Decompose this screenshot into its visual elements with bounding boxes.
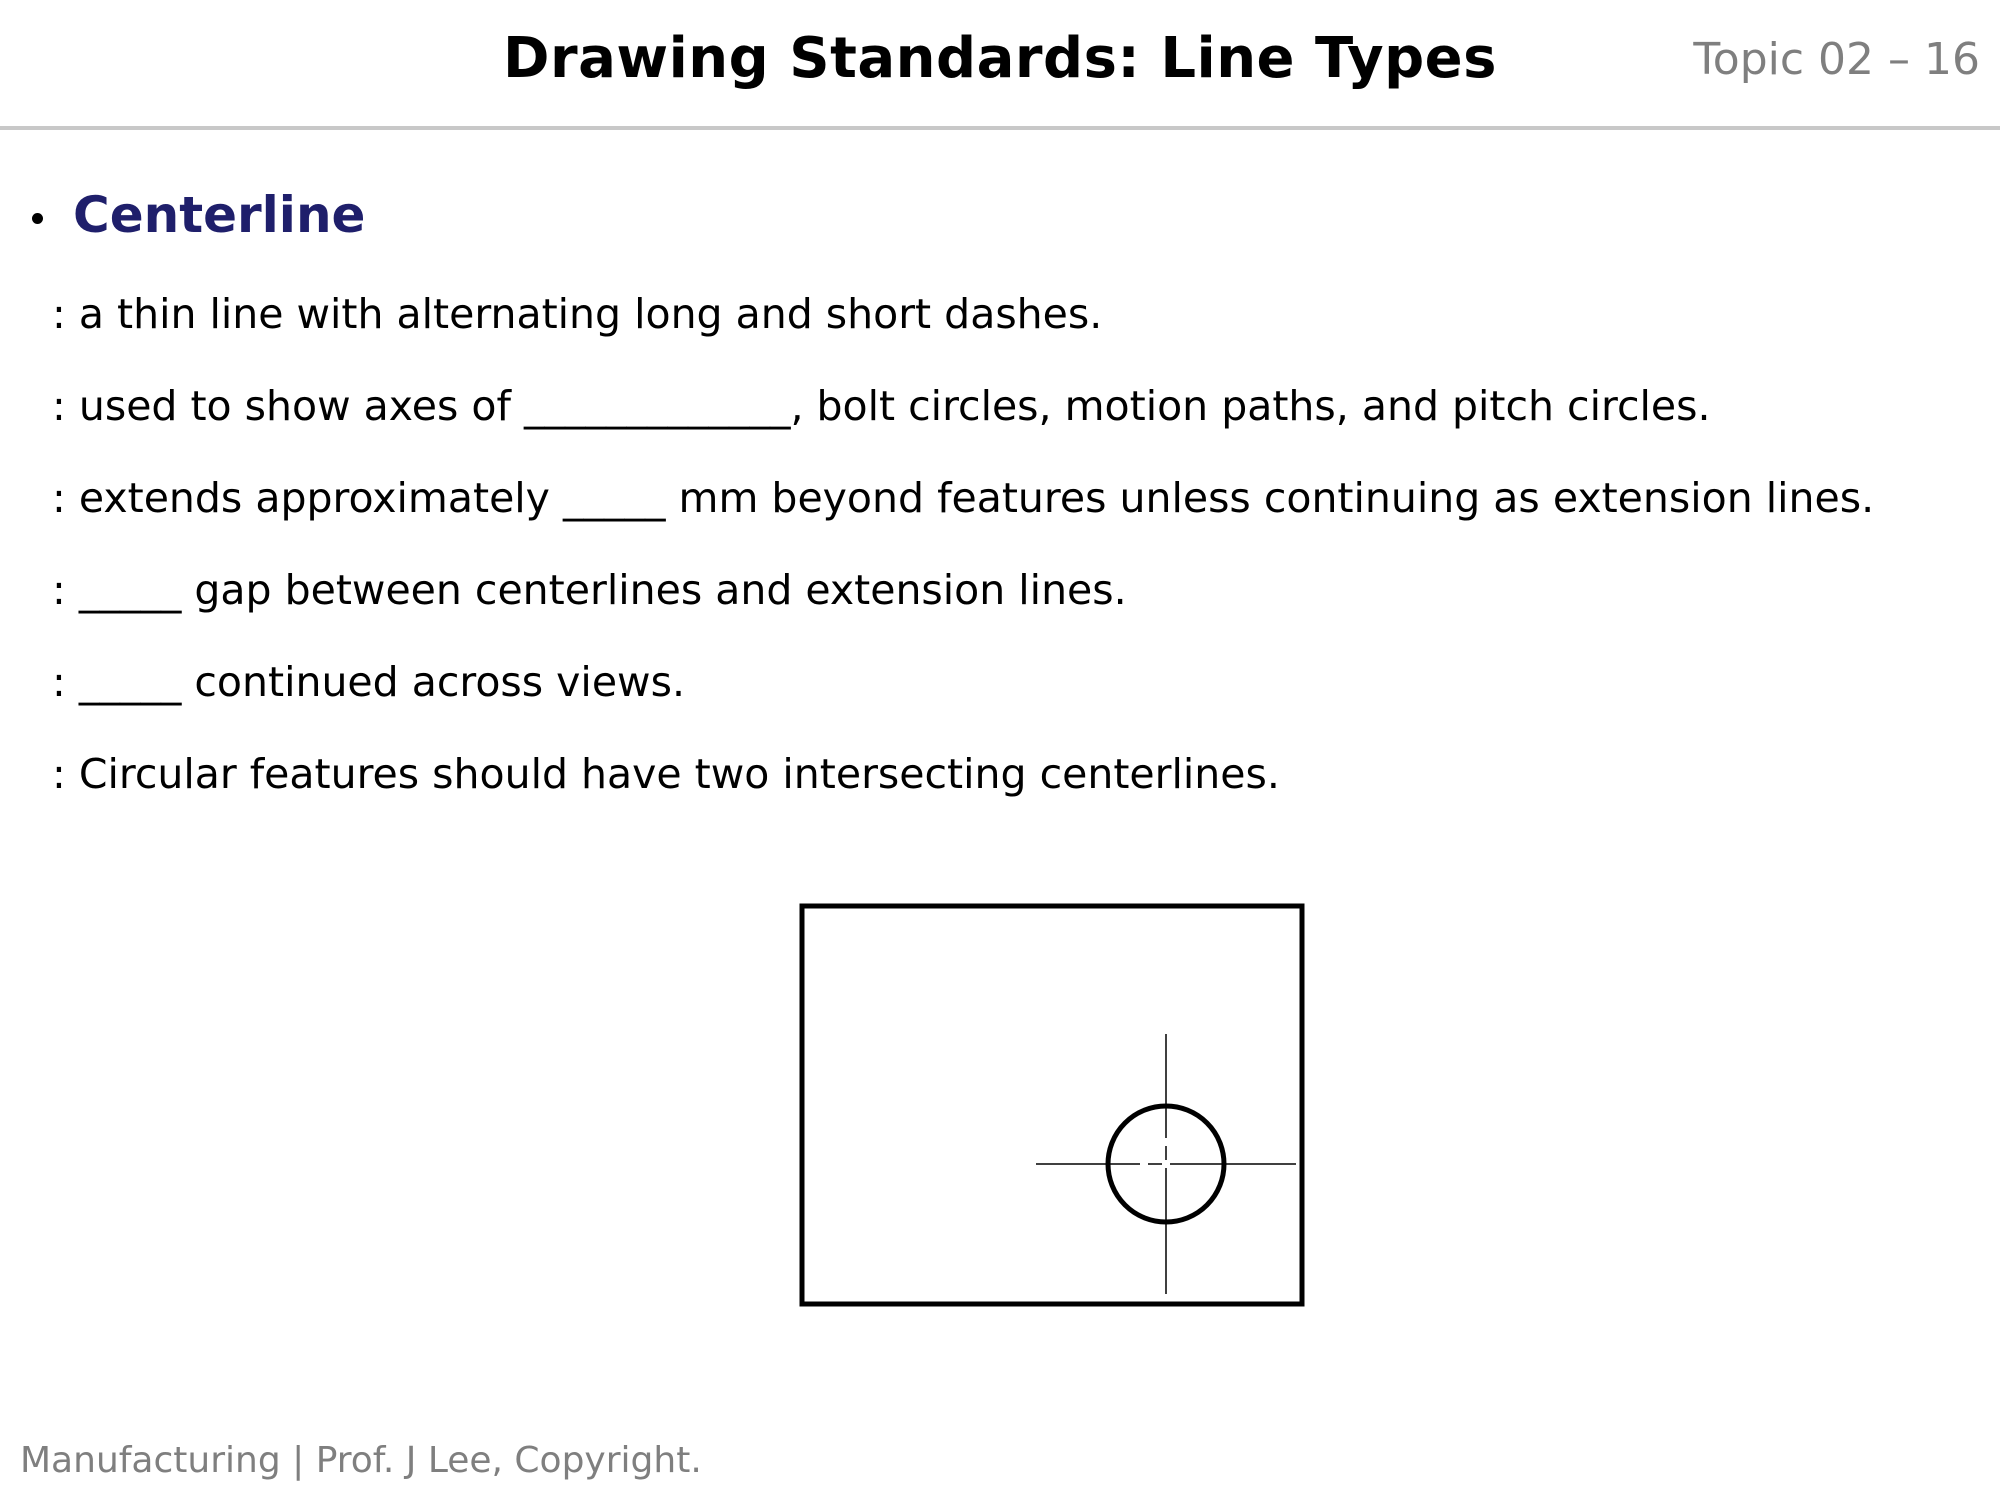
definition-line: : extends approximately _____ mm beyond features unless continuing as extension lines. bbox=[52, 474, 1875, 522]
definition-line: : _____ gap between centerlines and extension lines. bbox=[52, 566, 1127, 614]
definition-line: : Circular features should have two intersecting centerlines. bbox=[52, 750, 1280, 798]
definition-line: : a thin line with alternating long and short dashes. bbox=[52, 290, 1103, 338]
part-outline bbox=[802, 906, 1302, 1304]
header-divider bbox=[0, 126, 2000, 130]
bullet-heading: Centerline bbox=[73, 186, 366, 244]
centerline-diagram bbox=[796, 900, 1306, 1310]
bullet-centerline bbox=[32, 186, 365, 244]
definition-line: : _____ continued across views. bbox=[52, 658, 685, 706]
bullet-dot-icon bbox=[32, 213, 43, 224]
definition-line: : used to show axes of _____________, bolt circles, motion paths, and pitch circles. bbox=[52, 382, 1711, 430]
definition-lines bbox=[52, 282, 1874, 834]
footer-credit: Manufacturing | Prof. J Lee, Copyright. bbox=[20, 1440, 702, 1481]
slide-title: Drawing Standards: Line Types bbox=[502, 26, 1497, 91]
topic-number: Topic 02 – 16 bbox=[1693, 34, 1980, 85]
slide-header bbox=[0, 0, 2000, 126]
